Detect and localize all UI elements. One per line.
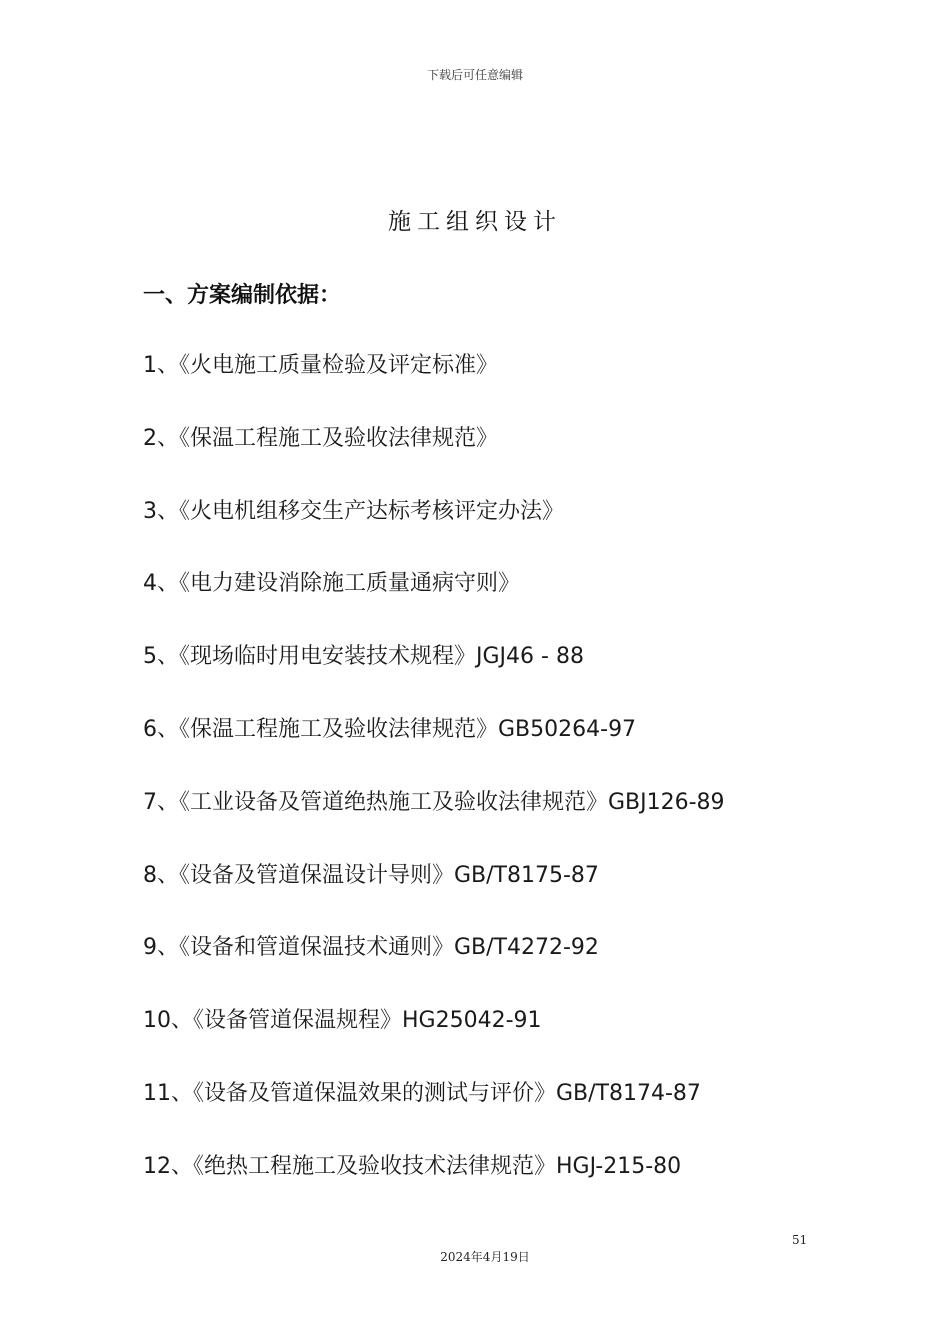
header-note: 下载后可任意编辑 <box>426 68 523 82</box>
reference-item-9: 9、《设备和管道保温技术通则》GB/T4272-92 <box>143 935 599 961</box>
reference-item-12: 12、《绝热工程施工及验收技术法律规范》HGJ-215-80 <box>143 1153 682 1179</box>
reference-item-6: 6、《保温工程施工及验收法律规范》GB50264-97 <box>143 716 637 742</box>
reference-item-11: 11、《设备及管道保温效果的测试与评价》GB/T8174-87 <box>143 1080 701 1106</box>
reference-item-2: 2、《保温工程施工及验收法律规范》 <box>143 425 498 451</box>
reference-item-5: 5、《现场临时用电安装技术规程》JGJ46 - 88 <box>143 644 584 670</box>
page-number: 51 <box>792 1233 808 1247</box>
reference-item-7: 7、《工业设备及管道绝热施工及验收法律规范》GBJ126-89 <box>143 789 725 815</box>
reference-item-3: 3、《火电机组移交生产达标考核评定办法》 <box>143 498 564 524</box>
reference-item-8: 8、《设备及管道保温设计导则》GB/T8175-87 <box>143 862 599 888</box>
reference-list <box>143 346 725 1220</box>
reference-item-1: 1、《火电施工质量检验及评定标准》 <box>143 353 498 378</box>
reference-item-4: 4、《电力建设消除施工质量通病守则》 <box>143 571 520 597</box>
document-title: 施工组织设计 <box>388 209 562 235</box>
section-heading: 一、方案编制依据： <box>143 283 342 308</box>
reference-item-10: 10、《设备管道保温规程》HG25042-91 <box>143 1008 542 1034</box>
footer-date: 2024年4月19日 <box>440 1250 530 1264</box>
